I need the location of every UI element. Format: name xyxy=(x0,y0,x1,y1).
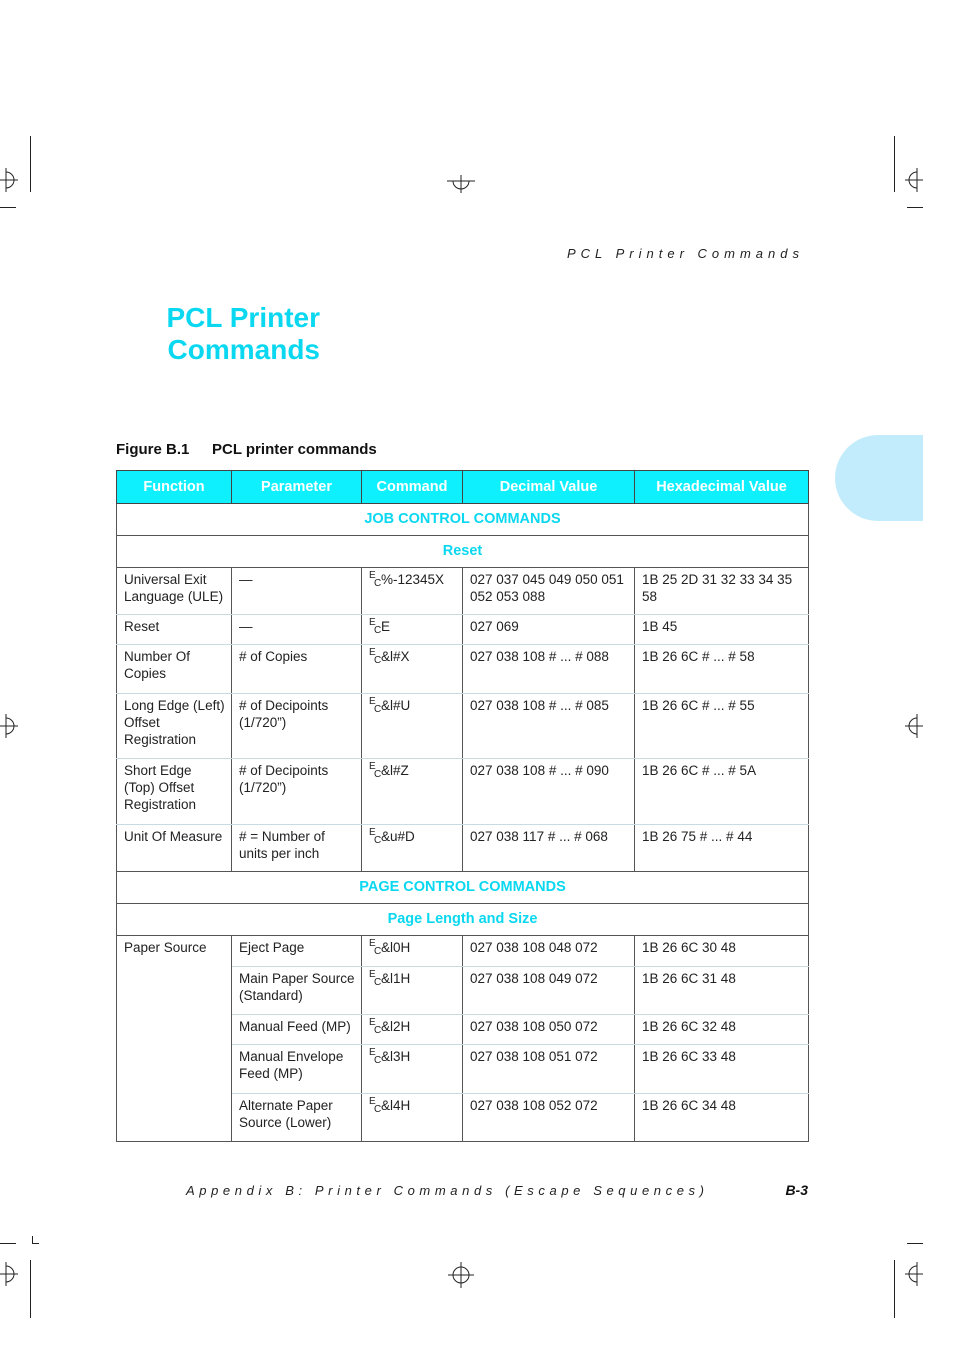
crop-mark xyxy=(907,1243,923,1244)
table-row xyxy=(117,694,809,759)
function-cell: Unit Of Measure xyxy=(117,825,232,872)
command-cell: E C &l2H xyxy=(362,1015,463,1045)
section-title-row xyxy=(117,504,809,536)
column-header: Decimal Value xyxy=(463,471,635,504)
hex-value-cell: 1B 26 6C # ... # 55 xyxy=(635,694,809,759)
parameter-cell: Main Paper Source (Standard) xyxy=(232,967,362,1015)
parameter-cell: Alternate Paper Source (Lower) xyxy=(232,1094,362,1142)
table-row xyxy=(117,615,809,645)
section-title-row xyxy=(117,872,809,904)
hex-value-cell: 1B 25 2D 31 32 33 34 35 58 xyxy=(635,568,809,615)
decimal-value-cell: 027 038 108 # ... # 090 xyxy=(463,759,635,825)
registration-mark-icon xyxy=(448,1262,474,1288)
decimal-value-cell: 027 038 108 048 072 xyxy=(463,936,635,967)
hex-value-cell: 1B 26 6C 30 48 xyxy=(635,936,809,967)
parameter-cell: — xyxy=(232,615,362,645)
escape-char-icon: E C xyxy=(369,969,382,988)
escape-char-icon: E C xyxy=(369,761,382,780)
table-row xyxy=(117,825,809,872)
decimal-value-cell: 027 069 xyxy=(463,615,635,645)
escape-char-icon: E C xyxy=(369,938,382,957)
command-cell: E C &l#Z xyxy=(362,759,463,825)
registration-mark-icon xyxy=(0,168,18,192)
crop-mark xyxy=(32,1243,39,1244)
column-header: Function xyxy=(117,471,232,504)
figure-title: PCL printer commands xyxy=(212,441,377,458)
crop-mark xyxy=(907,207,923,208)
function-cell: Number Of Copies xyxy=(117,645,232,694)
section-subtitle: Reset xyxy=(117,536,809,568)
escape-char-icon: E C xyxy=(369,1047,382,1066)
decimal-value-cell: 027 038 108 # ... # 088 xyxy=(463,645,635,694)
registration-mark-icon xyxy=(905,1262,923,1286)
parameter-cell: # of Decipoints (1/720”) xyxy=(232,694,362,759)
crop-mark xyxy=(894,136,895,192)
hex-value-cell: 1B 26 75 # ... # 44 xyxy=(635,825,809,872)
function-cell: Reset xyxy=(117,615,232,645)
command-cell: E C &l#X xyxy=(362,645,463,694)
escape-char-icon: E C xyxy=(369,1096,382,1115)
table-row xyxy=(117,645,809,694)
escape-char-icon: E C xyxy=(369,617,382,636)
table-body xyxy=(117,504,809,1142)
running-head: PCL Printer Commands xyxy=(566,246,804,261)
escape-char-icon: E C xyxy=(369,570,382,589)
page-number: B-3 xyxy=(785,1182,808,1198)
crop-mark xyxy=(0,207,16,208)
decimal-value-cell: 027 038 117 # ... # 068 xyxy=(463,825,635,872)
parameter-cell: # of Decipoints (1/720”) xyxy=(232,759,362,825)
parameter-cell: Eject Page xyxy=(232,936,362,967)
function-cell: Short Edge (Top) Offset Registration xyxy=(117,759,232,825)
crop-mark xyxy=(894,1260,895,1318)
registration-mark-icon xyxy=(0,1262,18,1286)
section-title: PAGE CONTROL COMMANDS xyxy=(117,872,809,904)
column-header: Parameter xyxy=(232,471,362,504)
hex-value-cell: 1B 26 6C 33 48 xyxy=(635,1045,809,1094)
column-header: Hexadecimal Value xyxy=(635,471,809,504)
hex-value-cell: 1B 26 6C 32 48 xyxy=(635,1015,809,1045)
figure-caption xyxy=(116,441,377,458)
table-row xyxy=(117,759,809,825)
command-cell: E C &l1H xyxy=(362,967,463,1015)
hex-value-cell: 1B 26 6C 31 48 xyxy=(635,967,809,1015)
table-row xyxy=(117,936,809,967)
column-header: Command xyxy=(362,471,463,504)
parameter-cell: Manual Feed (MP) xyxy=(232,1015,362,1045)
parameter-cell: # = Number of units per inch xyxy=(232,825,362,872)
function-cell: Long Edge (Left) Offset Registration xyxy=(117,694,232,759)
command-cell: E C &l#U xyxy=(362,694,463,759)
crop-mark xyxy=(30,1260,31,1318)
section-subtitle-row xyxy=(117,536,809,568)
command-cell: E C &l0H xyxy=(362,936,463,967)
section-subtitle-row xyxy=(117,904,809,936)
decimal-value-cell: 027 038 108 # ... # 085 xyxy=(463,694,635,759)
table-row xyxy=(117,568,809,615)
decimal-value-cell: 027 038 108 051 072 xyxy=(463,1045,635,1094)
parameter-cell: — xyxy=(232,568,362,615)
command-cell: E C &l4H xyxy=(362,1094,463,1142)
hex-value-cell: 1B 26 6C 34 48 xyxy=(635,1094,809,1142)
registration-mark-icon xyxy=(905,714,923,738)
pcl-commands-table xyxy=(116,470,809,1142)
hex-value-cell: 1B 45 xyxy=(635,615,809,645)
table-header-row xyxy=(117,471,809,504)
crop-mark xyxy=(30,136,31,192)
decimal-value-cell: 027 037 045 049 050 051 052 053 088 xyxy=(463,568,635,615)
decimal-value-cell: 027 038 108 050 072 xyxy=(463,1015,635,1045)
parameter-cell: # of Copies xyxy=(232,645,362,694)
hex-value-cell: 1B 26 6C # ... # 58 xyxy=(635,645,809,694)
section-subtitle: Page Length and Size xyxy=(117,904,809,936)
command-cell: E C &l3H xyxy=(362,1045,463,1094)
hex-value-cell: 1B 26 6C # ... # 5A xyxy=(635,759,809,825)
command-cell: E C &u#D xyxy=(362,825,463,872)
escape-char-icon: E C xyxy=(369,647,382,666)
decimal-value-cell: 027 038 108 049 072 xyxy=(463,967,635,1015)
crop-mark xyxy=(0,1243,16,1244)
escape-char-icon: E C xyxy=(369,827,382,846)
decimal-value-cell: 027 038 108 052 072 xyxy=(463,1094,635,1142)
escape-char-icon: E C xyxy=(369,1017,382,1036)
command-cell: E C %-12345X xyxy=(362,568,463,615)
parameter-cell: Manual Envelope Feed (MP) xyxy=(232,1045,362,1094)
registration-mark-icon xyxy=(447,175,475,193)
function-cell: Paper Source xyxy=(117,936,232,1142)
function-cell: Universal Exit Language (ULE) xyxy=(117,568,232,615)
page-title: PCL Printer Commands xyxy=(166,302,320,365)
chapter-tab xyxy=(835,435,923,521)
command-cell: E C E xyxy=(362,615,463,645)
registration-mark-icon xyxy=(905,168,923,192)
escape-char-icon: E C xyxy=(369,696,382,715)
registration-mark-icon xyxy=(0,714,18,738)
section-title: JOB CONTROL COMMANDS xyxy=(117,504,809,536)
figure-number: Figure B.1 xyxy=(116,441,190,458)
footer-text: Appendix B: Printer Commands (Escape Sequences) xyxy=(186,1183,709,1198)
